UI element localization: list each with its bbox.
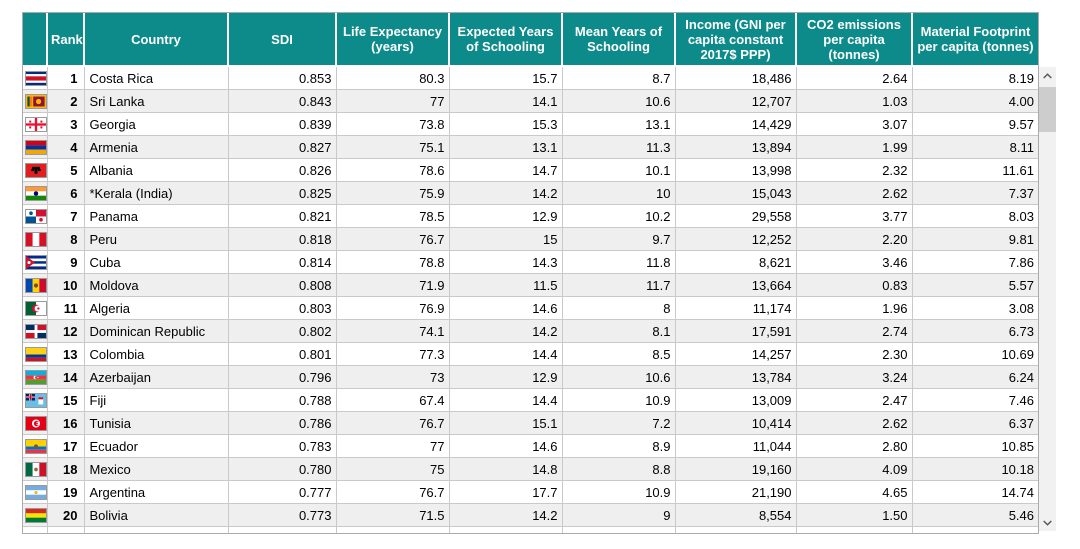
expected-schooling-cell: 13.1: [449, 136, 562, 159]
co2-cell: 2.64: [796, 67, 912, 90]
armenia-flag-icon: [25, 140, 47, 155]
colombia-flag-icon: [25, 347, 47, 362]
table-row: [23, 251, 1038, 274]
cuba-flag-icon: [25, 255, 47, 270]
table-row: [23, 504, 1038, 527]
empty-cell: [675, 527, 796, 534]
co2-cell: 3.24: [796, 366, 912, 389]
expected-schooling-cell: 12.9: [449, 366, 562, 389]
rank-cell: 17: [47, 435, 84, 458]
expected-schooling-cell: 15.7: [449, 67, 562, 90]
mean-schooling-cell: 10.9: [562, 389, 675, 412]
mean-schooling-cell: 8: [562, 297, 675, 320]
georgia-flag-icon: [25, 117, 47, 132]
table-row: [23, 481, 1038, 504]
mean-schooling-cell: 10.2: [562, 205, 675, 228]
col-header-expected-schooling: Expected Years of Schooling: [449, 13, 562, 66]
expected-schooling-cell: 14.3: [449, 251, 562, 274]
sdi-cell: 0.777: [228, 481, 336, 504]
mean-schooling-cell: 10.6: [562, 90, 675, 113]
col-header-sdi: SDI: [228, 13, 336, 66]
country-cell: Cuba: [84, 251, 228, 274]
tunisia-flag-icon: [25, 416, 47, 431]
co2-cell: 3.77: [796, 205, 912, 228]
life-expectancy-cell: 75.1: [336, 136, 449, 159]
income-cell: 11,044: [675, 435, 796, 458]
material-footprint-cell: 6.37: [912, 412, 1038, 435]
mexico-flag-icon: [25, 462, 47, 477]
mean-schooling-cell: 7.2: [562, 412, 675, 435]
flag-cell: [23, 251, 47, 274]
country-cell: Panama: [84, 205, 228, 228]
rank-cell: 9: [47, 251, 84, 274]
rank-cell: 2: [47, 90, 84, 113]
sdi-cell: 0.803: [228, 297, 336, 320]
scroll-down-button[interactable]: [1039, 514, 1056, 531]
expected-schooling-cell: 14.4: [449, 389, 562, 412]
moldova-flag-icon: [25, 278, 47, 293]
material-footprint-cell: 5.57: [912, 274, 1038, 297]
material-footprint-cell: 6.73: [912, 320, 1038, 343]
material-footprint-cell: 8.19: [912, 67, 1038, 90]
income-cell: 13,998: [675, 159, 796, 182]
co2-cell: 4.09: [796, 458, 912, 481]
rank-cell: 5: [47, 159, 84, 182]
table-row: [23, 90, 1038, 113]
country-cell: Argentina: [84, 481, 228, 504]
table-row: [23, 366, 1038, 389]
life-expectancy-cell: 76.9: [336, 297, 449, 320]
mean-schooling-cell: 11.7: [562, 274, 675, 297]
country-cell: Bolivia: [84, 504, 228, 527]
co2-cell: 1.03: [796, 90, 912, 113]
life-expectancy-cell: 77.3: [336, 343, 449, 366]
life-expectancy-cell: 71.9: [336, 274, 449, 297]
co2-cell: 2.30: [796, 343, 912, 366]
scrollbar-thumb[interactable]: [1039, 87, 1056, 132]
chevron-up-icon: [1043, 73, 1052, 79]
expected-schooling-cell: 14.2: [449, 504, 562, 527]
mean-schooling-cell: 9.7: [562, 228, 675, 251]
peru-flag-icon: [25, 232, 47, 247]
income-cell: 14,429: [675, 113, 796, 136]
expected-schooling-cell: 15.1: [449, 412, 562, 435]
expected-schooling-cell: 14.2: [449, 320, 562, 343]
life-expectancy-cell: 77: [336, 90, 449, 113]
life-expectancy-cell: 76.7: [336, 228, 449, 251]
income-cell: 29,558: [675, 205, 796, 228]
expected-schooling-cell: 14.7: [449, 159, 562, 182]
sdi-cell: 0.825: [228, 182, 336, 205]
table-row: [23, 435, 1038, 458]
mean-schooling-cell: 10: [562, 182, 675, 205]
country-cell: Mexico: [84, 458, 228, 481]
rank-cell: 1: [47, 67, 84, 90]
flag-cell: [23, 297, 47, 320]
income-cell: 12,707: [675, 90, 796, 113]
table-row: [23, 343, 1038, 366]
costa-rica-flag-icon: [25, 71, 47, 86]
country-cell: Costa Rica: [84, 67, 228, 90]
sdi-cell: 0.814: [228, 251, 336, 274]
col-header-income: Income (GNI per capita constant 2017$ PPP): [675, 13, 796, 66]
sdi-cell: 0.786: [228, 412, 336, 435]
flag-cell: [23, 481, 47, 504]
flag-cell: [23, 366, 47, 389]
income-cell: 21,190: [675, 481, 796, 504]
chevron-down-icon: [1043, 520, 1052, 526]
co2-cell: 3.07: [796, 113, 912, 136]
flag-cell: [23, 435, 47, 458]
co2-cell: 2.80: [796, 435, 912, 458]
income-cell: 8,621: [675, 251, 796, 274]
india-flag-icon: [25, 186, 47, 201]
co2-cell: 1.99: [796, 136, 912, 159]
life-expectancy-cell: 76.7: [336, 481, 449, 504]
table-row: [23, 412, 1038, 435]
country-cell: Colombia: [84, 343, 228, 366]
country-cell: Algeria: [84, 297, 228, 320]
expected-schooling-cell: 15.3: [449, 113, 562, 136]
country-cell: Georgia: [84, 113, 228, 136]
co2-cell: 1.50: [796, 504, 912, 527]
material-footprint-cell: 3.08: [912, 297, 1038, 320]
rank-cell: 8: [47, 228, 84, 251]
rank-cell: 14: [47, 366, 84, 389]
sri-lanka-flag-icon: [25, 94, 47, 109]
sdi-cell: 0.826: [228, 159, 336, 182]
sdi-cell: 0.773: [228, 504, 336, 527]
co2-cell: 1.96: [796, 297, 912, 320]
life-expectancy-cell: 76.7: [336, 412, 449, 435]
mean-schooling-cell: 8.8: [562, 458, 675, 481]
fiji-flag-icon: [25, 393, 47, 408]
empty-cell: [228, 527, 336, 534]
co2-cell: 0.83: [796, 274, 912, 297]
albania-flag-icon: [25, 163, 47, 178]
flag-cell: [23, 205, 47, 228]
col-header-mean-schooling: Mean Years of Schooling: [562, 13, 675, 66]
country-cell: Tunisia: [84, 412, 228, 435]
material-footprint-cell: 9.57: [912, 113, 1038, 136]
flag-cell: [23, 274, 47, 297]
expected-schooling-cell: 14.6: [449, 435, 562, 458]
table-body-grid: [23, 67, 1038, 533]
co2-cell: 2.20: [796, 228, 912, 251]
empty-cell: [912, 527, 1038, 534]
flag-cell: [23, 389, 47, 412]
co2-cell: 2.62: [796, 412, 912, 435]
flag-cell: [23, 136, 47, 159]
flag-cell: [23, 458, 47, 481]
life-expectancy-cell: 77: [336, 435, 449, 458]
expected-schooling-cell: 17.7: [449, 481, 562, 504]
flag-cell: [23, 412, 47, 435]
rank-cell: 7: [47, 205, 84, 228]
life-expectancy-cell: 78.6: [336, 159, 449, 182]
income-cell: 13,009: [675, 389, 796, 412]
algeria-flag-icon: [25, 301, 47, 316]
material-footprint-cell: 7.37: [912, 182, 1038, 205]
country-cell: Dominican Republic: [84, 320, 228, 343]
expected-schooling-cell: 14.4: [449, 343, 562, 366]
expected-schooling-cell: 14.1: [449, 90, 562, 113]
col-header-life-expectancy: Life Expectancy (years): [336, 13, 449, 66]
expected-schooling-cell: 14.2: [449, 182, 562, 205]
table-row: [23, 205, 1038, 228]
income-cell: 18,486: [675, 67, 796, 90]
rank-cell: 18: [47, 458, 84, 481]
life-expectancy-cell: 67.4: [336, 389, 449, 412]
material-footprint-cell: 4.00: [912, 90, 1038, 113]
income-cell: 12,252: [675, 228, 796, 251]
mean-schooling-cell: 11.8: [562, 251, 675, 274]
rank-cell: 11: [47, 297, 84, 320]
material-footprint-cell: 7.46: [912, 389, 1038, 412]
co2-cell: 2.74: [796, 320, 912, 343]
income-cell: 17,591: [675, 320, 796, 343]
flag-cell: [23, 90, 47, 113]
table-row: [23, 159, 1038, 182]
material-footprint-cell: 11.61: [912, 159, 1038, 182]
co2-cell: 4.65: [796, 481, 912, 504]
rank-cell: 16: [47, 412, 84, 435]
rank-cell: 13: [47, 343, 84, 366]
rank-cell: 15: [47, 389, 84, 412]
ecuador-flag-icon: [25, 439, 47, 454]
rank-cell: 12: [47, 320, 84, 343]
co2-cell: 3.46: [796, 251, 912, 274]
azerbaijan-flag-icon: [25, 370, 47, 385]
co2-cell: 2.47: [796, 389, 912, 412]
material-footprint-cell: 14.74: [912, 481, 1038, 504]
table-frame: [22, 12, 1039, 534]
rank-cell: 6: [47, 182, 84, 205]
income-cell: 13,784: [675, 366, 796, 389]
rank-cell: 4: [47, 136, 84, 159]
rank-cell: 19: [47, 481, 84, 504]
scroll-up-button[interactable]: [1039, 67, 1056, 84]
material-footprint-cell: 10.18: [912, 458, 1038, 481]
life-expectancy-cell: 71.5: [336, 504, 449, 527]
sdi-cell: 0.796: [228, 366, 336, 389]
life-expectancy-cell: 80.3: [336, 67, 449, 90]
flag-cell: [23, 343, 47, 366]
sdi-cell: 0.802: [228, 320, 336, 343]
flag-cell: [23, 320, 47, 343]
life-expectancy-cell: 73.8: [336, 113, 449, 136]
table-row: [23, 67, 1038, 90]
table-row: [23, 274, 1038, 297]
empty-cell: [23, 527, 47, 534]
rank-cell: 10: [47, 274, 84, 297]
empty-cell: [47, 527, 84, 534]
mean-schooling-cell: 9: [562, 504, 675, 527]
table-header: [23, 13, 1038, 67]
table-row-partial: [23, 527, 1038, 534]
flag-cell: [23, 504, 47, 527]
mean-schooling-cell: 10.6: [562, 366, 675, 389]
empty-cell: [336, 527, 449, 534]
country-cell: *Kerala (India): [84, 182, 228, 205]
rank-cell: 20: [47, 504, 84, 527]
sdi-cell: 0.853: [228, 67, 336, 90]
table-row: [23, 136, 1038, 159]
country-cell: Albania: [84, 159, 228, 182]
life-expectancy-cell: 73: [336, 366, 449, 389]
income-cell: 13,894: [675, 136, 796, 159]
sdi-cell: 0.788: [228, 389, 336, 412]
empty-cell: [796, 527, 912, 534]
table-row: [23, 182, 1038, 205]
empty-cell: [562, 527, 675, 534]
material-footprint-cell: 8.11: [912, 136, 1038, 159]
country-cell: Peru: [84, 228, 228, 251]
sdi-cell: 0.783: [228, 435, 336, 458]
table-body: [23, 67, 1038, 533]
col-header-country: Country: [84, 13, 228, 66]
life-expectancy-cell: 75: [336, 458, 449, 481]
table-row: [23, 113, 1038, 136]
dominican-republic-flag-icon: [25, 324, 47, 339]
material-footprint-cell: 7.86: [912, 251, 1038, 274]
material-footprint-cell: 5.46: [912, 504, 1038, 527]
country-cell: Moldova: [84, 274, 228, 297]
expected-schooling-cell: 12.9: [449, 205, 562, 228]
mean-schooling-cell: 10.9: [562, 481, 675, 504]
col-header-flag: [23, 13, 47, 66]
life-expectancy-cell: 74.1: [336, 320, 449, 343]
table-row: [23, 228, 1038, 251]
income-cell: 10,414: [675, 412, 796, 435]
empty-cell: [449, 527, 562, 534]
panama-flag-icon: [25, 209, 47, 224]
bolivia-flag-icon: [25, 508, 47, 523]
country-cell: Sri Lanka: [84, 90, 228, 113]
scrollbar-track[interactable]: [1039, 84, 1056, 514]
sdi-ranking-table: [22, 12, 1039, 534]
country-cell: Armenia: [84, 136, 228, 159]
co2-cell: 2.62: [796, 182, 912, 205]
sdi-cell: 0.801: [228, 343, 336, 366]
mean-schooling-cell: 8.5: [562, 343, 675, 366]
material-footprint-cell: 10.85: [912, 435, 1038, 458]
empty-cell: [84, 527, 228, 534]
sdi-cell: 0.818: [228, 228, 336, 251]
sdi-cell: 0.780: [228, 458, 336, 481]
mean-schooling-cell: 8.9: [562, 435, 675, 458]
country-cell: Fiji: [84, 389, 228, 412]
expected-schooling-cell: 15: [449, 228, 562, 251]
table-row: [23, 458, 1038, 481]
vertical-scrollbar[interactable]: [1039, 67, 1056, 531]
table-row: [23, 297, 1038, 320]
flag-cell: [23, 67, 47, 90]
material-footprint-cell: 8.03: [912, 205, 1038, 228]
sdi-cell: 0.808: [228, 274, 336, 297]
sdi-cell: 0.821: [228, 205, 336, 228]
material-footprint-cell: 9.81: [912, 228, 1038, 251]
expected-schooling-cell: 14.8: [449, 458, 562, 481]
income-cell: 13,664: [675, 274, 796, 297]
flag-cell: [23, 182, 47, 205]
life-expectancy-cell: 78.8: [336, 251, 449, 274]
flag-cell: [23, 159, 47, 182]
col-header-rank: Rank: [47, 13, 84, 66]
sdi-cell: 0.839: [228, 113, 336, 136]
material-footprint-cell: 10.69: [912, 343, 1038, 366]
mean-schooling-cell: 8.7: [562, 67, 675, 90]
argentina-flag-icon: [25, 485, 47, 500]
income-cell: 14,257: [675, 343, 796, 366]
life-expectancy-cell: 78.5: [336, 205, 449, 228]
table-scroll-viewport[interactable]: [23, 67, 1038, 533]
income-cell: 15,043: [675, 182, 796, 205]
income-cell: 8,554: [675, 504, 796, 527]
material-footprint-cell: 6.24: [912, 366, 1038, 389]
income-cell: 11,174: [675, 297, 796, 320]
col-header-material-footprint: Material Footprint per capita (tonnes): [912, 13, 1038, 66]
country-cell: Azerbaijan: [84, 366, 228, 389]
mean-schooling-cell: 11.3: [562, 136, 675, 159]
income-cell: 19,160: [675, 458, 796, 481]
country-cell: Ecuador: [84, 435, 228, 458]
col-header-co2: CO2 emissions per capita (tonnes): [796, 13, 912, 66]
mean-schooling-cell: 8.1: [562, 320, 675, 343]
sdi-cell: 0.827: [228, 136, 336, 159]
mean-schooling-cell: 13.1: [562, 113, 675, 136]
table-row: [23, 389, 1038, 412]
co2-cell: 2.32: [796, 159, 912, 182]
rank-cell: 3: [47, 113, 84, 136]
mean-schooling-cell: 10.1: [562, 159, 675, 182]
table-row: [23, 320, 1038, 343]
expected-schooling-cell: 11.5: [449, 274, 562, 297]
sdi-cell: 0.843: [228, 90, 336, 113]
header-row: [23, 13, 1038, 66]
flag-cell: [23, 113, 47, 136]
flag-cell: [23, 228, 47, 251]
expected-schooling-cell: 14.6: [449, 297, 562, 320]
life-expectancy-cell: 75.9: [336, 182, 449, 205]
